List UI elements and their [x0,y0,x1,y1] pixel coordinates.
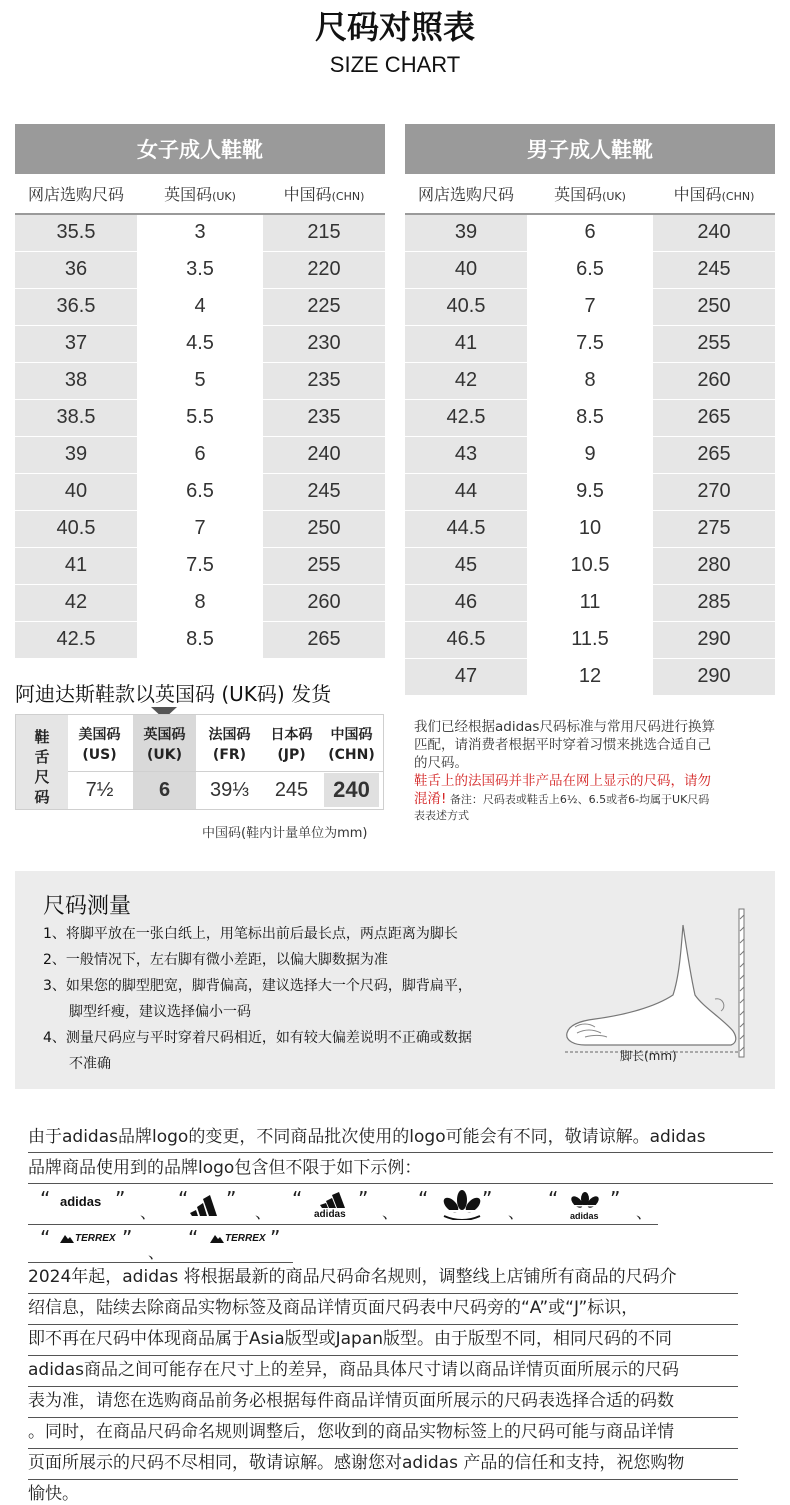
notice-line: 表为准，请您在选购商品前务必根据每件商品详情页面所展示的尺码表选择合适的码数 [28,1391,674,1411]
women-cell: 240 [263,436,385,473]
adidas-originals-logo [568,1192,602,1210]
adidas-logo-caption: adidas [570,1211,599,1221]
women-cell: 36.5 [15,288,137,325]
men-cell: 7.5 [527,325,653,362]
women-cell: 250 [263,510,385,547]
men-cell: 40 [405,251,527,288]
notice-line: 愉快。 [28,1484,79,1504]
women-cell: 40.5 [15,510,137,547]
men-cell: 275 [653,510,775,547]
quote-open: “ [40,1226,51,1250]
men-cell: 280 [653,547,775,584]
men-table-row [405,214,775,251]
men-cell: 43 [405,436,527,473]
men-cell: 41 [405,325,527,362]
men-table-row [405,288,775,325]
measure-step: 3、如果您的脚型肥宽，脚背偏高，建议选择大一个尺码，脚背扁平， [43,978,472,994]
women-table-row [15,214,385,251]
men-cell: 255 [653,325,775,362]
women-cell: 265 [263,621,385,658]
men-table-title: 男子成人鞋靴 [405,124,775,174]
women-table-row [15,399,385,436]
women-cell: 4.5 [137,325,263,362]
women-cell: 7.5 [137,547,263,584]
men-cell: 265 [653,399,775,436]
tongue-col-uk: 英国码 (UK) 6 [133,715,196,809]
tongue-side-label: 鞋 舌 尺 码 [16,715,68,809]
women-cell: 38.5 [15,399,137,436]
info-line: 匹配，请消费者根据平时穿着习惯来挑选合适自己 [414,737,711,753]
women-table-row [15,621,385,658]
men-cell: 39 [405,214,527,251]
men-table-row [405,621,775,658]
men-col-shop-size: 网店选购尺码 [405,174,527,214]
men-cell: 6.5 [527,251,653,288]
men-cell: 290 [653,621,775,658]
women-cell: 235 [263,362,385,399]
logo-change-note: 品牌商品使用到的品牌logo包含但不限于如下示例： [28,1158,422,1178]
men-cell: 250 [653,288,775,325]
women-cell: 42.5 [15,621,137,658]
women-cell: 4 [137,288,263,325]
measurement-title: 尺码测量 [43,894,132,919]
women-table-row [15,547,385,584]
men-cell: 9 [527,436,653,473]
men-table-row [405,399,775,436]
men-col-chn: 中国码(CHN) [653,174,775,214]
quote-close: ” [610,1187,621,1211]
tongue-col-fr: 法国码 (FR) 39⅓ [208,727,251,801]
men-cell: 46 [405,584,527,621]
women-table-row [15,510,385,547]
measure-step: 不准确 [69,1056,111,1072]
women-cell: 38 [15,362,137,399]
men-cell: 9.5 [527,473,653,510]
men-table-row [405,510,775,547]
measurement-panel [15,871,775,1089]
women-col-uk: 英国码(UK) [137,174,263,214]
adidas-logo-caption: adidas [314,1209,346,1220]
quote-close: ” [226,1187,237,1211]
men-cell: 11.5 [527,621,653,658]
separator: 、 [382,1203,399,1222]
men-cell: 7 [527,288,653,325]
quote-open: “ [548,1187,559,1211]
men-table-row [405,584,775,621]
info-line: 我们已经根据adidas尺码标准与常用尺码进行换算 [414,719,715,735]
terrex-mountain-icon [60,1235,74,1243]
men-cell: 12 [527,658,653,695]
tongue-label-example [15,714,384,810]
women-cell: 245 [263,473,385,510]
logo-change-note: 由于adidas品牌logo的变更，不同商品批次使用的logo可能会有不同，敬请谅解。adidas [28,1127,706,1147]
men-cell: 45 [405,547,527,584]
tongue-col-us: 美国码 (US) 7½ [78,727,121,801]
men-cell: 260 [653,362,775,399]
terrex-mountain-icon [210,1235,224,1243]
info-line: 的尺码。 [414,755,468,771]
men-size-table [405,124,775,696]
separator: 、 [255,1203,272,1222]
quote-open: “ [178,1187,189,1211]
women-table-row [15,251,385,288]
women-cell: 230 [263,325,385,362]
men-table-row [405,325,775,362]
men-cell: 10.5 [527,547,653,584]
women-cell: 39 [15,436,137,473]
quote-close: ” [358,1187,369,1211]
women-cell: 36 [15,251,137,288]
women-table-row [15,436,385,473]
men-cell: 290 [653,658,775,695]
women-table-row [15,325,385,362]
page-title: 尺码对照表 [314,8,475,46]
women-cell: 220 [263,251,385,288]
women-cell: 225 [263,288,385,325]
men-cell: 11 [527,584,653,621]
women-cell: 7 [137,510,263,547]
quote-open: “ [188,1226,199,1250]
terrex-logo-text: TERREX [75,1233,116,1244]
men-col-uk: 英国码(UK) [527,174,653,214]
separator: 、 [508,1203,525,1222]
separator: 、 [636,1203,653,1222]
women-cell: 3 [137,214,263,251]
men-cell: 47 [405,658,527,695]
tongue-col-jp: 日本码 (JP) 245 [270,727,313,801]
measure-step: 4、测量尺码应与平时穿着尺码相近，如有较大偏差说明不正确或数据 [43,1030,472,1046]
women-cell: 37 [15,325,137,362]
women-table-title: 女子成人鞋靴 [15,124,385,174]
women-cell: 3.5 [137,251,263,288]
women-cell: 40 [15,473,137,510]
women-table-row [15,584,385,621]
separator: 、 [140,1203,157,1222]
men-cell: 46.5 [405,621,527,658]
quote-close: ” [115,1187,126,1211]
men-table-row [405,362,775,399]
page-subtitle: SIZE CHART [329,52,461,77]
notice-line: 页面所展示的尺码不尽相同，敬请谅解。感谢您对adidas 产品的信任和支持，祝您购物 [28,1453,685,1473]
men-cell: 270 [653,473,775,510]
men-cell: 42.5 [405,399,527,436]
notice-line: 绍信息，陆续去除商品实物标签及商品详情页面尺码表中尺码旁的“A”或“J”标识， [28,1298,639,1318]
notice-line: 即不再在尺码中体现商品属于Asia版型或Japan版型。由于版型不同，相同尺码的不同 [28,1329,673,1349]
warning-line: 混淆! [414,791,447,807]
adidas-wordmark-logo: adidas [60,1194,102,1209]
women-col-chn: 中国码(CHN) [263,174,385,214]
men-cell: 245 [653,251,775,288]
quote-open: “ [292,1187,303,1211]
women-cell: 255 [263,547,385,584]
men-table-row [405,436,775,473]
conversion-info [414,718,774,823]
women-cell: 41 [15,547,137,584]
men-table-row [405,658,775,695]
terrex-logo-text: TERREX [225,1233,266,1244]
women-cell: 6.5 [137,473,263,510]
women-table-row [15,288,385,325]
women-cell: 6 [137,436,263,473]
notice-line: 2024年起，adidas 将根据最新的商品尺码命名规则，调整线上店铺所有商品的尺码介 [28,1267,677,1287]
quote-close: ” [122,1226,133,1250]
women-cell: 35.5 [15,214,137,251]
men-cell: 285 [653,584,775,621]
men-cell: 265 [653,436,775,473]
women-cell: 235 [263,399,385,436]
men-cell: 6 [527,214,653,251]
women-col-shop-size: 网店选购尺码 [15,174,137,214]
women-cell: 215 [263,214,385,251]
mm-unit-note: 中国码(鞋内计量单位为mm) [202,826,368,841]
warning-line: 鞋舌上的法国码并非产品在网上显示的尺码，请勿 [414,773,711,789]
men-cell: 44.5 [405,510,527,547]
adidas-trefoil-logo [440,1190,484,1220]
women-cell: 8 [137,584,263,621]
men-cell: 8 [527,362,653,399]
men-cell: 40.5 [405,288,527,325]
uk-shipping-note: 阿迪达斯鞋款以英国码 (UK码) 发货 [15,682,332,706]
women-table-row [15,362,385,399]
men-cell: 42 [405,362,527,399]
men-cell: 8.5 [527,399,653,436]
men-table-row [405,473,775,510]
men-cell: 10 [527,510,653,547]
measure-step: 脚型纤瘦，建议选择偏小一码 [69,1004,251,1020]
women-size-table [15,124,385,659]
men-cell: 240 [653,214,775,251]
separator: 、 [148,1243,165,1262]
women-cell: 8.5 [137,621,263,658]
remark-line: 备注：尺码表或鞋舌上6½、6.5或者6-均属于UK尺码 [446,793,710,806]
foot-measure-illustration [555,907,755,1067]
tongue-col-chn: 中国码 (CHN) 240 [320,715,383,809]
men-cell: 44 [405,473,527,510]
quote-close: ” [270,1226,281,1250]
women-cell: 42 [15,584,137,621]
measure-step: 1、将脚平放在一张白纸上，用笔标出前后最长点，两点距离为脚长 [43,926,458,942]
adidas-three-bars-logo [190,1194,224,1216]
quote-close: ” [482,1187,493,1211]
men-table-row [405,251,775,288]
notice-line: 。同时，在商品尺码命名规则调整后，您收到的商品实物标签上的尺码可能与商品详情 [28,1422,674,1442]
quote-open: “ [418,1187,429,1211]
notice-line: adidas商品之间可能存在尺寸上的差异，商品具体尺寸请以商品详情页面所展示的尺码 [28,1360,679,1380]
women-cell: 5 [137,362,263,399]
women-table-row [15,473,385,510]
women-cell: 5.5 [137,399,263,436]
foot-length-label: 脚长(mm) [620,1049,677,1063]
remark-line: 表表述方式 [414,809,469,822]
men-table-row [405,547,775,584]
quote-open: “ [40,1187,51,1211]
measure-step: 2、一般情况下，左右脚有微小差距，以偏大脚数据为准 [43,952,388,968]
adidas-performance-logo [314,1192,354,1208]
women-cell: 260 [263,584,385,621]
